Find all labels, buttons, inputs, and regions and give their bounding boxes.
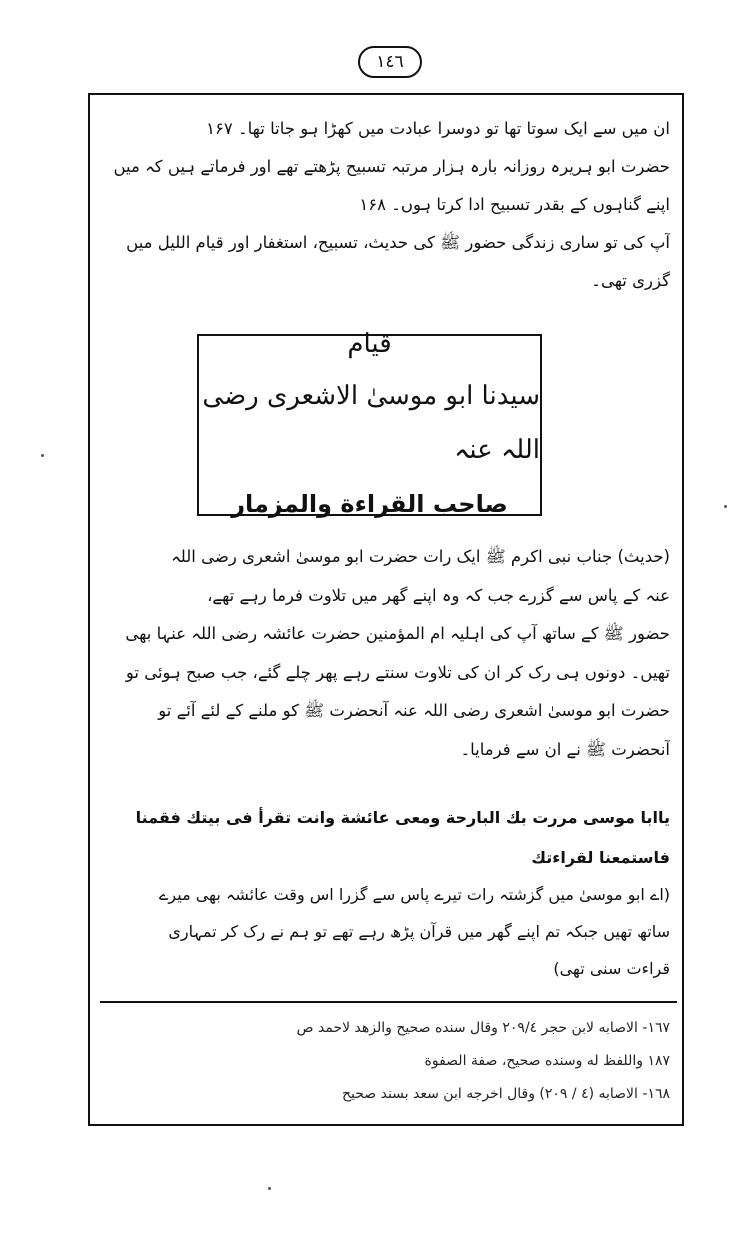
chapter-epithet: صاحب القراءة والمزمار bbox=[231, 490, 508, 518]
footnotes bbox=[105, 1012, 670, 1111]
footnote-line: ١٨٧ واللفظ له وسنده صحيح، صفة الصفوة bbox=[424, 1053, 670, 1069]
arabic-quote bbox=[105, 798, 670, 878]
translation-line: ساتھ تھیں جبکہ تم اپنے گھر میں قرآن پڑھ رہے تھے تو ہم نے رک کر تمہاری bbox=[168, 922, 670, 941]
hadith-paragraph bbox=[105, 538, 670, 769]
scan-speck bbox=[41, 454, 44, 457]
intro-paragraph bbox=[105, 110, 670, 300]
arabic-line: فاستمعنا لقراءتك bbox=[531, 848, 670, 867]
scan-speck bbox=[268, 1187, 271, 1190]
hadith-line: حضرت ابو موسیٰ اشعری رضی اللہ عنہ آنحضرت ﷺ کو ملنے کے لئے آئے تو bbox=[158, 701, 670, 720]
intro-line: گزری تھی۔ bbox=[591, 271, 670, 290]
hadith-line: (حدیث) جناب نبی اکرم ﷺ ایک رات حضرت ابو موسیٰ اشعری رضی اللہ bbox=[171, 547, 670, 566]
intro-line: ان میں سے ایک سوتا تھا تو دوسرا عبادت میں کھڑا ہو جاتا تھا۔ ۱۶۷ bbox=[206, 119, 670, 138]
hadith-line: آنحضرت ﷺ نے ان سے فرمایا۔ bbox=[460, 739, 670, 759]
footnote-line: ١٦٧- الاصابه لابن حجر ٢٠٩/٤ وقال سنده صحيح والزهد لاحمد ص bbox=[296, 1020, 670, 1036]
translation-line: (اے ابو موسیٰ میں گزشتہ رات تیرے پاس سے گزرا اس وقت عائشہ بھی میرے bbox=[159, 885, 670, 904]
intro-line: آپ کی تو ساری زندگی حضور ﷺ کی حدیث، تسبیح، استغفار اور قیام اللیل میں bbox=[126, 233, 670, 252]
hadith-line: عنہ کے پاس سے گزرے جب کہ وہ اپنے گھر میں تلاوت فرما رہے تھے، bbox=[207, 585, 670, 605]
chapter-title-box bbox=[197, 329, 542, 518]
chapter-title: قیام bbox=[347, 329, 392, 359]
page-number: ١٤٦ bbox=[358, 46, 422, 78]
footnote-divider bbox=[100, 1001, 677, 1003]
translation-paragraph bbox=[105, 876, 670, 987]
scan-speck bbox=[724, 505, 727, 508]
footnote-line: ١٦٨- الاصابه (٤ / ٢٠٩) وقال اخرجه ابن سعد بسند صحيح bbox=[341, 1086, 670, 1102]
chapter-subject: سیدنا ابو موسیٰ الاشعری رضی اللہ عنہ bbox=[202, 381, 540, 465]
hadith-line: تھیں۔ دونوں ہی رک کر ان کی تلاوت سنتے رہے پھر چلے گئے، جب صبح ہوئی تو bbox=[125, 662, 670, 682]
intro-line: اپنے گناہوں کے بقدر تسبیح ادا کرتا ہوں۔ ۱۶۸ bbox=[359, 195, 670, 214]
hadith-line: حضور ﷺ کے ساتھ آپ کی اہلیہ ام المؤمنین حضرت عائشہ رضی اللہ عنہا بھی bbox=[125, 624, 670, 643]
intro-line: حضرت ابو ہریرہ روزانہ بارہ ہزار مرتبہ تسبیح پڑھتے تھے اور فرماتے ہیں کہ میں bbox=[113, 157, 670, 176]
translation-line: قراءت سنی تھی) bbox=[553, 959, 670, 978]
arabic-line: یاابا موسی مررت بك البارحة ومعی عائشة وانت تقرأ فی بیتك فقمنا bbox=[135, 808, 670, 827]
